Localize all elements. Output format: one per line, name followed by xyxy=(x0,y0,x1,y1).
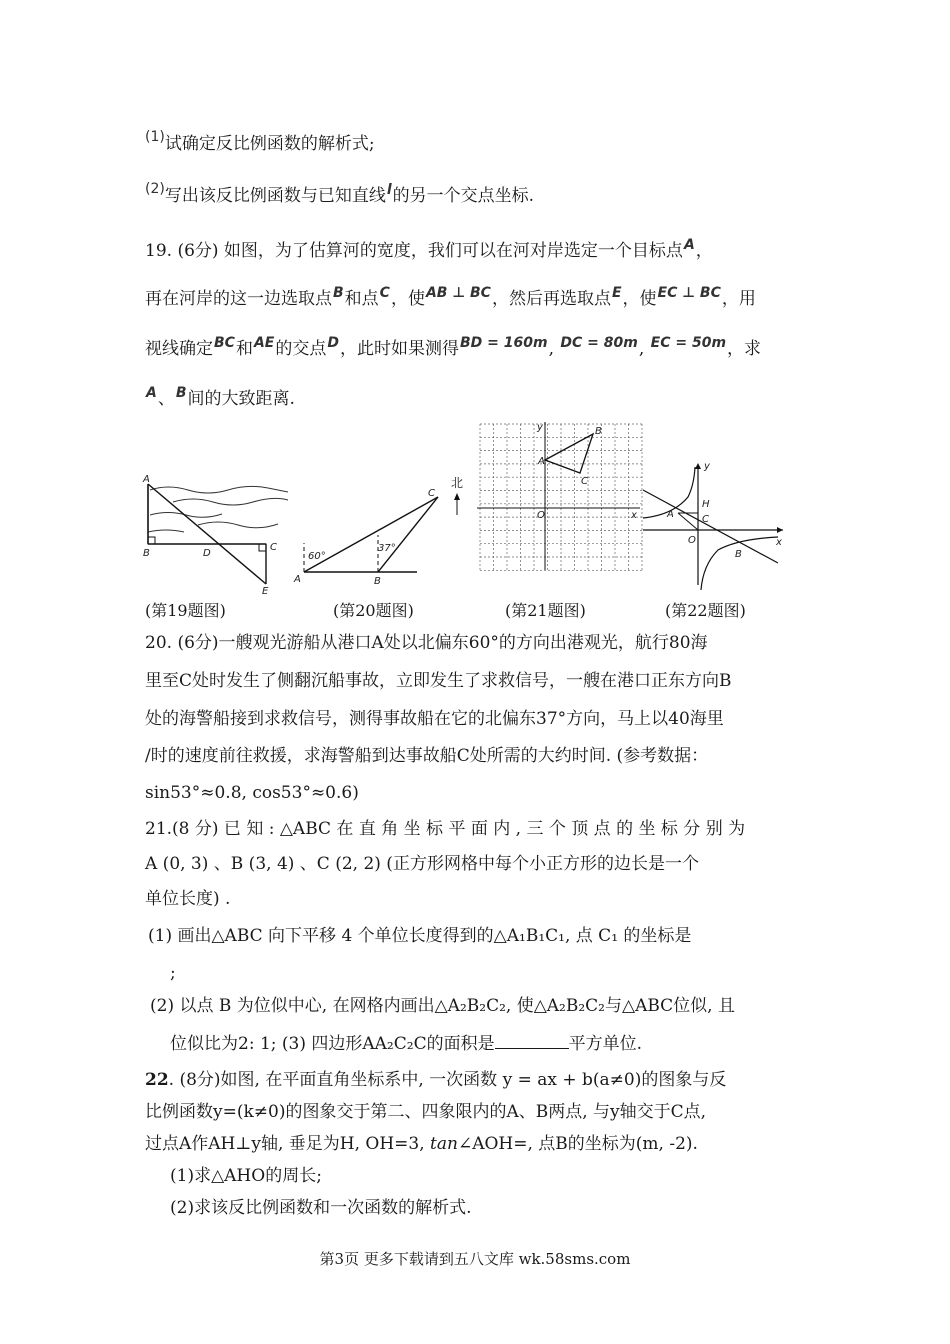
label-B: B xyxy=(143,548,150,559)
text: 视线确定 xyxy=(145,339,213,359)
answer-blank[interactable] xyxy=(495,1034,569,1049)
q21-line5: ; xyxy=(170,963,176,983)
label-C: C xyxy=(702,514,709,525)
figure-22-hyperbola xyxy=(638,455,788,595)
label-C: C xyxy=(428,488,435,499)
q20-line4: /时的速度前往救援，求海警船到达事故船C处所需的大约时间. (参考数据： xyxy=(145,746,709,766)
label-B: B xyxy=(735,549,742,560)
axis-y-label: y xyxy=(537,422,543,433)
figure-21-grid xyxy=(445,420,645,595)
q19-line4 xyxy=(145,385,295,411)
q20-line2: 里至C处时发生了侧翻沉船事故，立即发生了求救信号，一艘在港口正东方向B xyxy=(145,671,732,691)
part-text: 的另一个交点坐标. xyxy=(392,186,535,206)
q21-line1: 21.(8 分) 已 知 : △ABC 在 直 角 坐 标 平 面 内 , 三 个 顶 点 的 坐 标 分 别 为 xyxy=(145,819,746,839)
text: 过点A作AH⊥y轴, 垂足为H, OH=3, xyxy=(145,1134,431,1154)
caption-22: (第22题图) xyxy=(665,601,746,620)
q19-line3: 视线确定$^{BC}$和$^{AE}$的交点$^D$，此时如果测得$^{BD = 160m}$, $^{DC = 80m}$, $^{EC = 50m}$，求 xyxy=(145,335,762,359)
text: 19. (6分) 如图，为了估算河的宽度，我们可以在河对岸选定一个目标点 xyxy=(145,241,683,261)
label-A: A xyxy=(538,456,545,467)
axis-y-label: y xyxy=(704,461,710,472)
math-symbol: BD = 160m xyxy=(459,335,548,351)
part-number: (2) xyxy=(145,181,165,197)
math-symbol: EC = 50m xyxy=(650,335,727,351)
label-A: A xyxy=(667,509,674,520)
tan-function: tan xyxy=(430,1134,458,1154)
text: ，使 xyxy=(390,289,425,309)
caption-20: (第20题图) xyxy=(333,601,414,620)
text: 平方单位. xyxy=(568,1034,642,1054)
label-A: A xyxy=(294,574,301,585)
math-symbol: E xyxy=(611,285,622,301)
text: ，求 xyxy=(727,339,762,359)
part-text: 写出该反比例函数与已知直线 xyxy=(164,186,386,206)
math-symbol: B xyxy=(333,285,344,301)
text: ∠AOH=, 点B的坐标为(m, -2). xyxy=(457,1134,698,1154)
angle-37: 37° xyxy=(378,543,396,554)
q18-part2 xyxy=(145,181,535,208)
north-label: 北 xyxy=(451,476,464,490)
q20-line1: 20. (6分)一艘观光游船从港口A处以北偏东60°的方向出港观光，航行80海 xyxy=(145,633,708,653)
question-number: 22 xyxy=(145,1070,169,1090)
part-number: (1) xyxy=(145,129,165,145)
q21-line6: (2) 以点 B 为位似中心, 在网格内画出△A₂B₂C₂, 使△A₂B₂C₂与△ABC位似, 且 xyxy=(150,996,735,1016)
math-symbol: BC xyxy=(214,335,235,351)
q22-line2: 比例函数y=(k≠0)的图象交于第二、四象限内的A、B两点, 与y轴交于C点, xyxy=(145,1102,707,1122)
math-symbol: A xyxy=(683,237,695,253)
axis-x-label: x xyxy=(631,510,637,521)
math-symbol: C xyxy=(379,285,390,301)
caption-19: (第19题图) xyxy=(145,601,226,620)
math-symbol: D xyxy=(327,335,339,351)
q21-line3: 单位长度) . xyxy=(145,889,231,909)
label-D: D xyxy=(203,548,211,559)
label-E: E xyxy=(262,586,269,595)
text: 再在河岸的这一边选取点 xyxy=(145,289,332,309)
q22-line3 xyxy=(145,1133,698,1155)
label-A: A xyxy=(143,474,150,485)
q20-line3: 处的海警船接到求救信号，测得事故船在它的北偏东37°方向，马上以40海里 xyxy=(145,709,724,729)
math-symbol: A xyxy=(146,385,157,401)
label-C: C xyxy=(270,542,277,553)
caption-21: (第21题图) xyxy=(505,601,586,620)
grid-lines xyxy=(480,424,642,570)
text: . (8分)如图, 在平面直角坐标系中, 一次函数 y = ax + b(a≠0)的图象与反 xyxy=(168,1070,727,1090)
angle-60: 60° xyxy=(308,551,326,562)
text: 和 xyxy=(235,339,253,359)
text: ，此时如果测得 xyxy=(339,339,459,359)
text: ，使 xyxy=(622,289,657,309)
label-B: B xyxy=(374,576,381,587)
part-text: 试确定反比例函数的解析式; xyxy=(164,134,375,154)
text: 和点 xyxy=(344,289,379,309)
origin-label: O xyxy=(537,510,545,521)
math-symbol: AB ⊥ BC xyxy=(425,285,491,301)
q18-part1 xyxy=(145,129,375,156)
q22-line4: (1)求△AHO的周长; xyxy=(170,1166,322,1186)
origin-label: O xyxy=(688,535,696,546)
math-symbol: B xyxy=(175,385,187,401)
math-symbol: DC = 80m xyxy=(560,335,638,351)
q21-line2: A (0, 3) 、B (3, 4) 、C (2, 2) (正方形网格中每个小正方形的边长是一个 xyxy=(145,854,699,874)
label-H: H xyxy=(702,499,710,510)
figure-20-ships xyxy=(292,485,452,590)
label-B: B xyxy=(595,426,602,437)
q20-line5: sin53°≈0.8, cos53°≈0.6) xyxy=(145,783,359,803)
q22-line5: (2)求该反比例函数和一次函数的解析式. xyxy=(170,1198,472,1218)
math-symbol: AE xyxy=(253,335,275,351)
text: ，然后再选取点 xyxy=(491,289,611,309)
text: 、 xyxy=(157,389,175,409)
text: ，用 xyxy=(721,289,756,309)
text: 间的大致距离. xyxy=(187,389,295,409)
math-symbol: EC ⊥ BC xyxy=(657,285,721,301)
q19-line2 xyxy=(145,285,756,311)
figure-19-river xyxy=(138,470,293,595)
text: 位似比为2: 1; (3) 四边形AA₂C₂C的面积是 xyxy=(170,1034,495,1054)
q21-line7 xyxy=(170,1033,642,1055)
text: ， xyxy=(695,241,713,261)
text: 的交点 xyxy=(275,339,327,359)
q19-line1 xyxy=(145,237,713,263)
axis-x-label: x xyxy=(776,537,782,548)
q21-line4: (1) 画出△ABC 向下平移 4 个单位长度得到的△A₁B₁C₁, 点 C₁ 的坐标是 xyxy=(148,926,692,946)
q22-line1 xyxy=(145,1069,726,1091)
page-footer: 第3页 更多下载请到五八文库 wk.58sms.com xyxy=(319,1250,631,1268)
math-symbol: l xyxy=(386,182,392,198)
label-C: C xyxy=(581,476,588,487)
